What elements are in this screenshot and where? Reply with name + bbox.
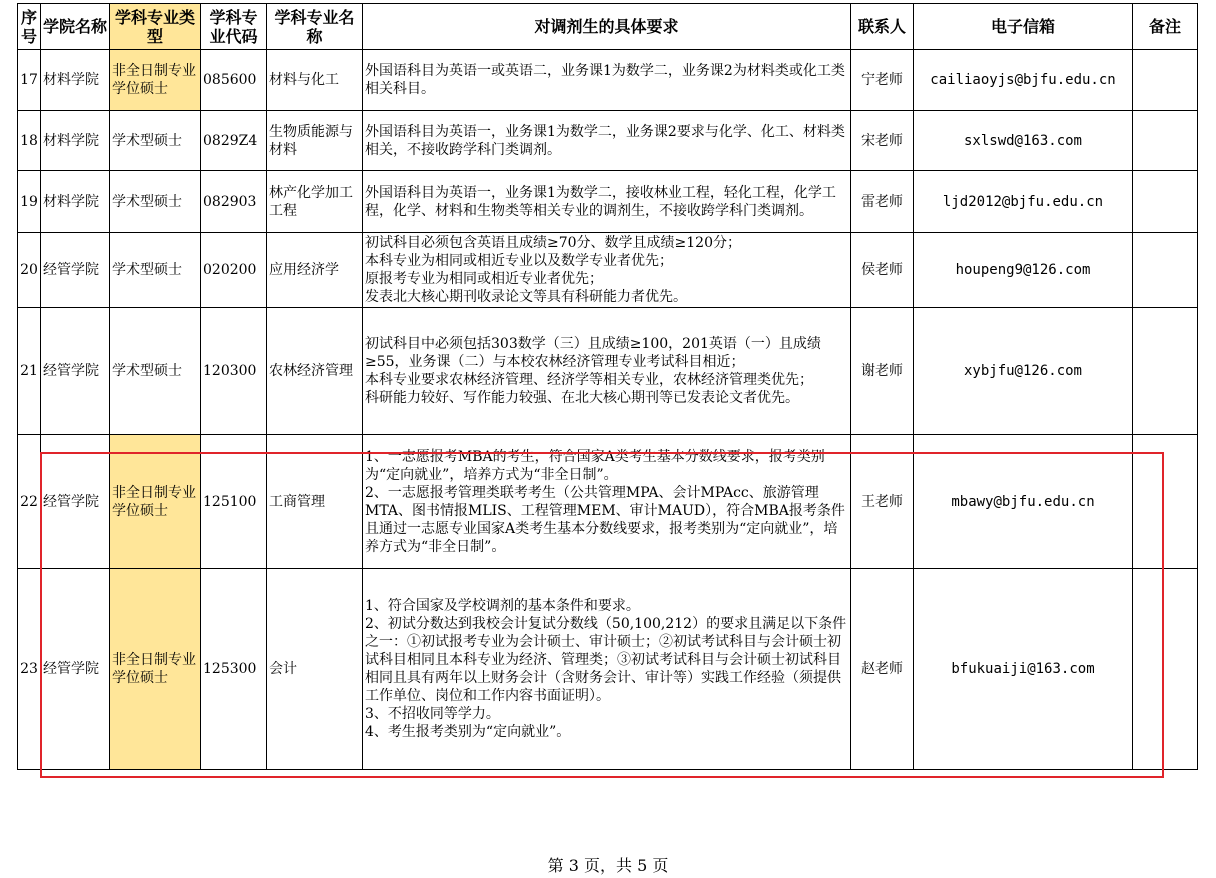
table-row <box>18 569 1198 770</box>
cell-major: 农林经济管理 <box>267 308 363 435</box>
requirement-line: 1、符合国家及学校调剂的基本条件和要求。 <box>365 598 640 614</box>
cell-major: 工商管理 <box>267 435 363 569</box>
cell-code: 125100 <box>201 435 267 569</box>
requirement-line: 2、初试分数达到我校会计复试分数线（50,100,212）的要求且满足以下条件之一：①初试报考专业为会计硕士、审计硕士；②初试考试科目与会计硕士初试科目相同且本科专业为经济、管理类；③初试考试科目与会计硕士初试科目相同且具有两年以上财务会计（含财务会计、审计等）实践工作经验（须提供工作单位、岗位和工作内容书面证明）。 <box>365 616 847 704</box>
cell-contact: 侯老师 <box>851 233 914 308</box>
table-row <box>18 171 1198 233</box>
cell-remark <box>1133 233 1198 308</box>
cell-remark <box>1133 435 1198 569</box>
cell-seq: 21 <box>18 308 41 435</box>
header-college: 学院名称 <box>41 4 110 50</box>
cell-college: 经管学院 <box>41 308 110 435</box>
requirement-line: 外国语科目为英语一或英语二，业务课1为数学二，业务课2为材料类或化工类相关科目。 <box>365 63 845 97</box>
requirement-line: 本科专业要求农林经济管理、经济学等相关专业，农林经济管理类优先； <box>365 372 813 388</box>
requirement-line: 初试科目中必须包括303数学（三）且成绩≥100，201英语（一）且成绩≥55，业务课（二）与本校农林经济管理专业考试科目相近； <box>365 336 821 370</box>
requirement-line: 外国语科目为英语一，业务课1为数学二，业务课2要求与化学、化工、材料类相关，不接收跨学科门类调剂。 <box>365 123 845 158</box>
cell-code: 120300 <box>201 308 267 435</box>
requirement-line: 1、一志愿报考MBA的考生，符合国家A类考生基本分数线要求，报考类别为“定向就业”，培养方式为“非全日制”。 <box>365 448 825 483</box>
cell-type: 非全日制专业学位硕士 <box>110 569 201 770</box>
requirement-line: 4、考生报考类别为“定向就业”。 <box>365 724 571 740</box>
cell-requirements <box>363 111 851 171</box>
requirement-line: 2、一志愿报考管理类联考考生（公共管理MPA、会计MPAcc、旅游管理MTA、图书情报MLIS、工程管理MEM、审计MAUD），符合MBA报考条件且通过一志愿专业国家A类考生基本分数线要求，报考类别为“定向就业”，培养方式为“非全日制”。 <box>365 484 845 555</box>
cell-code: 082903 <box>201 171 267 233</box>
cell-requirements <box>363 171 851 233</box>
header-contact: 联系人 <box>851 4 914 50</box>
table-row <box>18 233 1198 308</box>
adjustment-table <box>17 3 1198 770</box>
cell-seq: 20 <box>18 233 41 308</box>
cell-remark <box>1133 171 1198 233</box>
cell-email[interactable]: cailiaoyjs@bjfu.edu.cn <box>914 50 1133 111</box>
cell-major: 生物质能源与材料 <box>267 111 363 171</box>
requirement-line: 3、不招收同等学力。 <box>365 706 500 722</box>
header-email: 电子信箱 <box>914 4 1133 50</box>
cell-type: 学术型硕士 <box>110 171 201 233</box>
cell-code: 085600 <box>201 50 267 111</box>
cell-contact: 宁老师 <box>851 50 914 111</box>
cell-type: 非全日制专业学位硕士 <box>110 435 201 569</box>
cell-contact: 王老师 <box>851 435 914 569</box>
requirement-line: 本科专业为相同或相近专业以及数学专业者优先； <box>365 253 673 269</box>
cell-major: 会计 <box>267 569 363 770</box>
cell-remark <box>1133 111 1198 171</box>
header-major: 学科专业名称 <box>267 4 363 50</box>
cell-email[interactable]: mbawy@bjfu.edu.cn <box>914 435 1133 569</box>
cell-requirements <box>363 233 851 308</box>
cell-code: 020200 <box>201 233 267 308</box>
cell-seq: 23 <box>18 569 41 770</box>
cell-major: 林产化学加工工程 <box>267 171 363 233</box>
cell-remark <box>1133 50 1198 111</box>
table-row <box>18 111 1198 171</box>
cell-seq: 17 <box>18 50 41 111</box>
cell-type: 非全日制专业学位硕士 <box>110 50 201 111</box>
requirement-line: 发表北大核心期刊收录论文等具有科研能力者优先。 <box>365 289 687 305</box>
cell-email[interactable]: ljd2012@bjfu.edu.cn <box>914 171 1133 233</box>
cell-email[interactable]: sxlswd@163.com <box>914 111 1133 171</box>
cell-email[interactable]: houpeng9@126.com <box>914 233 1133 308</box>
cell-email[interactable]: bfukuaiji@163.com <box>914 569 1133 770</box>
header-type: 学科专业类型 <box>110 4 201 50</box>
cell-seq: 18 <box>18 111 41 171</box>
requirement-line: 科研能力较好、写作能力较强、在北大核心期刊等已发表论文者优先。 <box>365 390 799 406</box>
cell-college: 材料学院 <box>41 111 110 171</box>
page-footer: 第 3 页，共 5 页 <box>547 856 669 875</box>
cell-email[interactable]: xybjfu@126.com <box>914 308 1133 435</box>
cell-remark <box>1133 308 1198 435</box>
header-code: 学科专业代码 <box>201 4 267 50</box>
cell-college: 经管学院 <box>41 233 110 308</box>
cell-college: 材料学院 <box>41 50 110 111</box>
cell-contact: 谢老师 <box>851 308 914 435</box>
cell-major: 应用经济学 <box>267 233 363 308</box>
cell-type: 学术型硕士 <box>110 308 201 435</box>
header-seq: 序号 <box>18 4 41 50</box>
cell-remark <box>1133 569 1198 770</box>
cell-requirements <box>363 308 851 435</box>
requirement-line: 原报考专业为相同或相近专业者优先； <box>365 271 603 287</box>
header-requirements: 对调剂生的具体要求 <box>363 4 851 50</box>
cell-contact: 雷老师 <box>851 171 914 233</box>
cell-seq: 22 <box>18 435 41 569</box>
cell-type: 学术型硕士 <box>110 233 201 308</box>
cell-seq: 19 <box>18 171 41 233</box>
header-remark: 备注 <box>1133 4 1198 50</box>
cell-requirements <box>363 435 851 569</box>
table-row <box>18 308 1198 435</box>
cell-type: 学术型硕士 <box>110 111 201 171</box>
cell-requirements <box>363 50 851 111</box>
table-header-row <box>18 4 1198 50</box>
cell-requirements <box>363 569 851 770</box>
cell-major: 材料与化工 <box>267 50 363 111</box>
requirement-line: 外国语科目为英语一，业务课1为数学二，接收林业工程，轻化工程，化学工程，化学、材料和生物类等相关专业的调剂生，不接收跨学科门类调剂。 <box>365 184 836 219</box>
cell-college: 经管学院 <box>41 435 110 569</box>
cell-college: 材料学院 <box>41 171 110 233</box>
cell-code: 0829Z4 <box>201 111 267 171</box>
cell-college: 经管学院 <box>41 569 110 770</box>
table-row <box>18 50 1198 111</box>
cell-code: 125300 <box>201 569 267 770</box>
cell-contact: 宋老师 <box>851 111 914 171</box>
table-row <box>18 435 1198 569</box>
cell-contact: 赵老师 <box>851 569 914 770</box>
requirement-line: 初试科目必须包含英语且成绩≥70分、数学且成绩≥120分； <box>365 235 741 251</box>
